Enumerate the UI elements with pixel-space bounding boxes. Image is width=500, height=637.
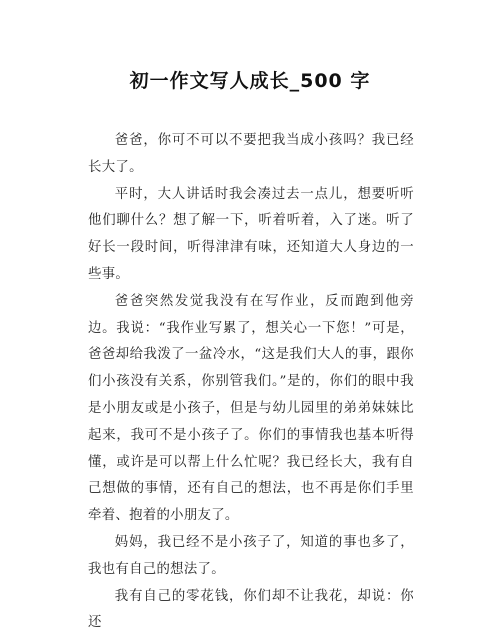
paragraph: 平时，大人讲话时我会凑过去一点儿，想要听听他们聊什么？想了解一下，听着听着，入了迷。听了好长一段时间，听得津津有味，还知道大人身边的一些事。	[88, 186, 414, 282]
paragraph: 爸爸突然发觉我没有在写作业，反而跑到他旁边。我说：“我作业写累了，想关心一下您！”可是，爸爸却给我泼了一盆冷水，“这是我们大人的事，跟你们小孩没有关系，你别管我们。”是的，你们的眼中我是小朋友或是小孩子，但是与幼儿园里的弟弟妹妹比起来，我可不是小孩子了。你们的事情我也基本听得懂，或许是可以帮上什么忙呢？我已经长大，我有自己想做的事情，还有自己的想法，也不再是你们手里牵着、抱着的小朋友了。	[88, 293, 414, 524]
document-body	[88, 128, 414, 637]
paragraph: 爸爸，你可不可以不要把我当成小孩吗？我已经长大了。	[88, 133, 414, 175]
paragraph: 妈妈，我已经不是小孩子了，知道的事也多了，我也有自己的想法了。	[88, 534, 414, 577]
document-title: 初一作文写人成长_500 字	[129, 70, 371, 92]
paragraph: 我有自己的零花钱，你们却不让我花，却说：你还	[88, 588, 414, 631]
